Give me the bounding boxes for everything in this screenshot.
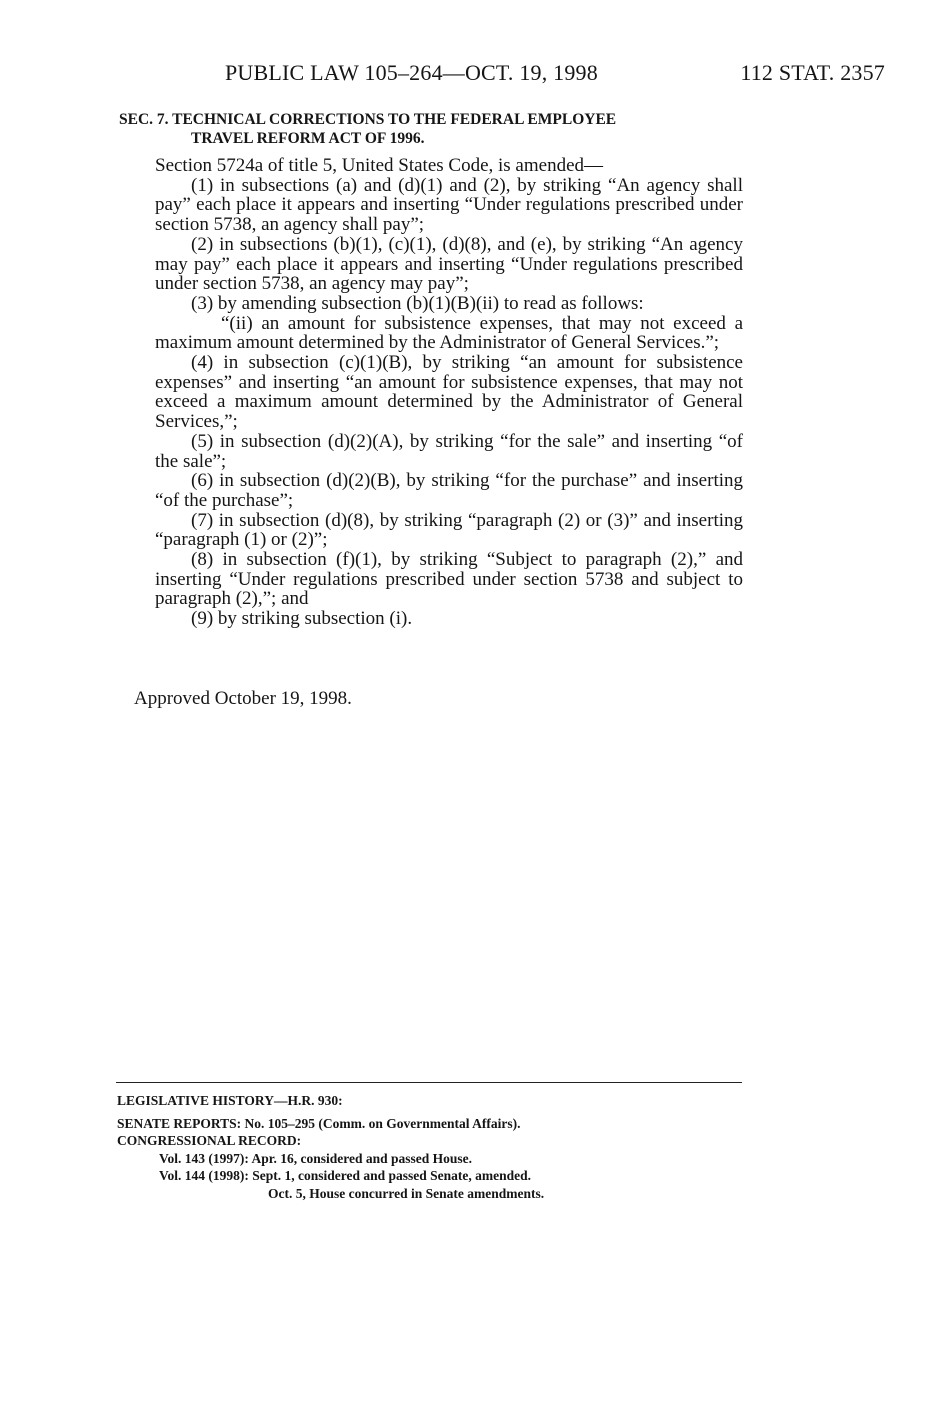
- amendment-item-1: (1) in subsections (a) and (d)(1) and (2), by striking “An agency shall pay” each place it appears and inserting “Under regulations prescribed under section 5738, an agency shall pay”;: [155, 174, 743, 236]
- amendment-item-5: (5) in subsection (d)(2)(A), by striking “for the sale” and inserting “of the sale”;: [155, 430, 743, 472]
- amendment-item-2: (2) in subsections (b)(1), (c)(1), (d)(8), and (e), by striking “An agency may pay” each place it appears and inserting “Under regulations prescribed under section 5738, an agency may pay”;: [155, 233, 743, 295]
- statute-citation: 112 STAT. 2357: [740, 60, 885, 85]
- section-heading-line2: TRAVEL REFORM ACT OF 1996.: [191, 130, 425, 147]
- section-heading: [119, 110, 743, 148]
- amendment-item-3: (3) by amending subsection (b)(1)(B)(ii) to read as follows:: [191, 292, 644, 314]
- section-heading-line1: SEC. 7. TECHNICAL CORRECTIONS TO THE FEDERAL EMPLOYEE: [119, 111, 617, 128]
- footnote-divider: [116, 1082, 742, 1083]
- amendment-item-4: (4) in subsection (c)(1)(B), by striking “an amount for subsistence expenses” and inserting “an amount for subsistence expenses, that may not exceed a maximum amount determined by the Administrator of General Services,”;: [155, 352, 743, 433]
- legislative-history: [117, 1092, 743, 1202]
- senate-reports: SENATE REPORTS: No. 105–295 (Comm. on Governmental Affairs).: [117, 1115, 521, 1131]
- amendment-item-7: (7) in subsection (d)(8), by striking “paragraph (2) or (3)” and inserting “paragraph (1) or (2)”;: [155, 509, 743, 551]
- approval-date: Approved October 19, 1998.: [134, 688, 352, 709]
- section-body: [155, 156, 743, 629]
- amendment-item-6: (6) in subsection (d)(2)(B), by striking “for the purchase” and inserting “of the purchase”;: [155, 470, 743, 511]
- quoted-subsection: “(ii) an amount for subsistence expenses, that may not exceed a maximum amount determined by the Administrator of General Services.”;: [155, 312, 743, 354]
- amendment-item-9: (9) by striking subsection (i).: [191, 608, 413, 630]
- section-intro: Section 5724a of title 5, United States Code, is amended—: [155, 155, 604, 176]
- record-vol-143: Vol. 143 (1997): Apr. 16, considered and passed House.: [159, 1150, 473, 1166]
- record-vol-144: Vol. 144 (1998): Sept. 1, considered and passed Senate, amended.: [159, 1168, 532, 1183]
- amendment-item-8: (8) in subsection (f)(1), by striking “Subject to paragraph (2),” and inserting “Under regulations prescribed under section 5738 and subject to paragraph (2),”; and: [155, 549, 743, 610]
- record-vol-144-continued: Oct. 5, House concurred in Senate amendments.: [268, 1185, 545, 1201]
- law-title: PUBLIC LAW 105–264—OCT. 19, 1998: [225, 60, 598, 85]
- legislative-history-title: LEGISLATIVE HISTORY—H.R. 930:: [117, 1093, 343, 1108]
- congressional-record-label: CONGRESSIONAL RECORD:: [117, 1133, 302, 1148]
